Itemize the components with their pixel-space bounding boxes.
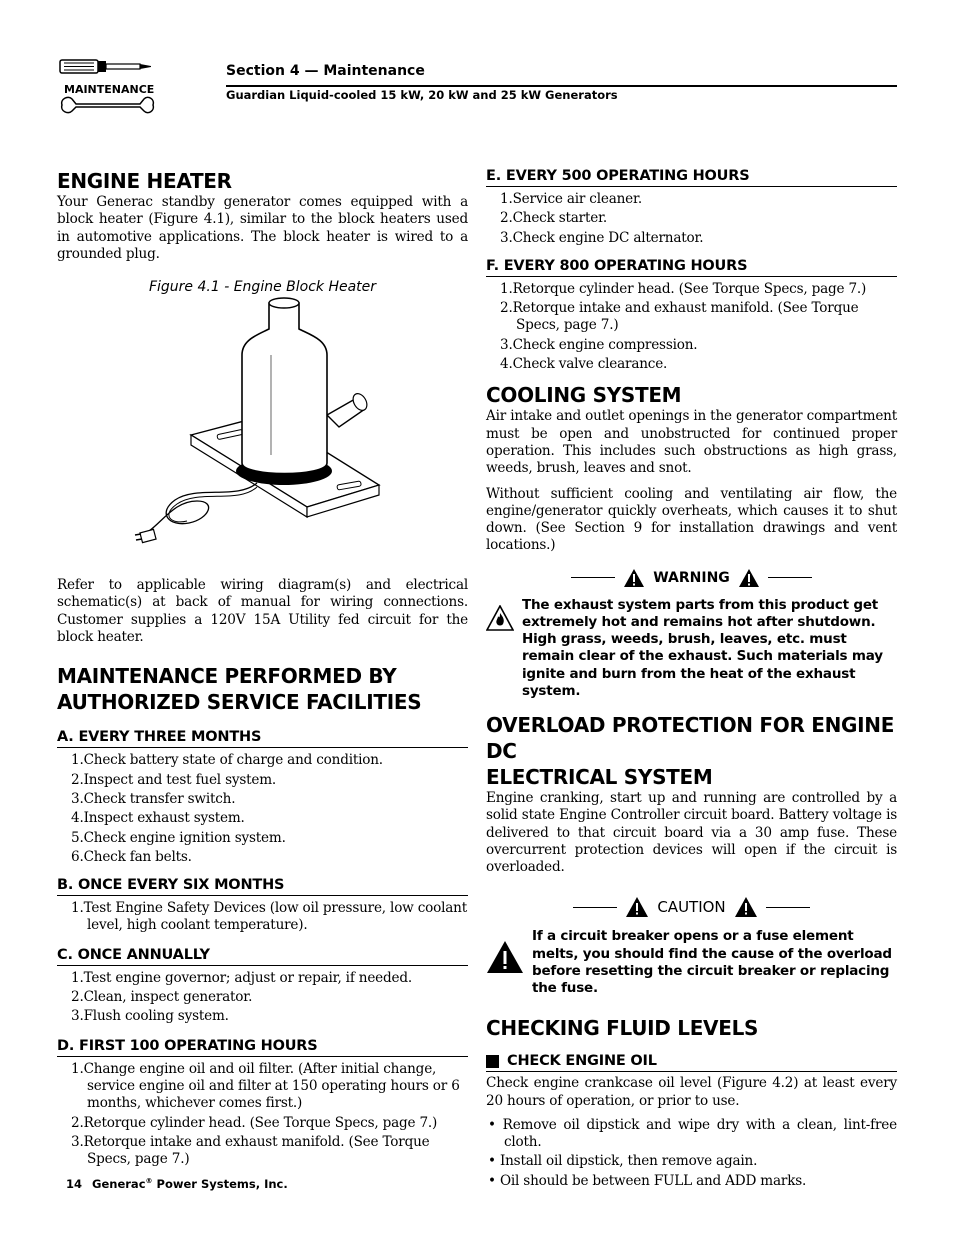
warning-label: WARNING [653,569,730,586]
right-column [486,168,897,1192]
registered-mark: ® [145,1177,153,1186]
engine-heater-intro: Your Generac standby generator comes equipped with a block heater (Figure 4.1), similar to the block heaters used in automotive applications. The block heater is wired to a grounded plug. [57,194,468,262]
list-item: 1.Check battery state of charge and condition. [71,752,383,769]
list-once-annually [57,970,468,1026]
list-item: 1.Retorque cylinder head. (See Torque Specs, page 7.) [500,280,867,297]
left-column [57,168,468,1170]
list-item: 3.Retorque intake and exhaust manifold. (See Torque Specs, page 7.) [71,1133,430,1168]
warning-triangle-icon [738,568,760,588]
maintenance-title-line2: AUTHORIZED SERVICE FACILITIES [57,690,422,715]
heading-every-three-months: A. EVERY THREE MONTHS [57,729,468,748]
check-engine-oil-heading [486,1053,897,1072]
cooling-paragraph-1: Air intake and outlet openings in the generator compartment must be open and unobstructed for continued proper operation. This includes such obstructions as high grass, weeds, brush, leaves and snot. [486,408,897,477]
list-first-100-hours [57,1061,468,1169]
list-item: 4.Check valve clearance. [500,356,668,373]
list-item: 2.Clean, inspect generator. [71,989,253,1006]
heading-first-100-hours: D. FIRST 100 OPERATING HOURS [57,1038,468,1057]
caution-triangle-icon [734,896,758,918]
list-item: 3.Check transfer switch. [71,790,236,807]
check-engine-oil-label: CHECK ENGINE OIL [507,1053,657,1070]
list-every-three-months [57,752,468,866]
list-item: 1.Test engine governor; adjust or repair, if needed. [71,969,412,986]
list-six-months [57,900,468,935]
heading-six-months: B. ONCE EVERY SIX MONTHS [57,877,468,896]
caution-label: CAUTION [657,898,726,917]
list-item: 2.Retorque cylinder head. (See Torque Specs, page 7.) [71,1114,438,1131]
footer-company: Generac [92,1177,146,1191]
warning-rule-right [768,577,812,578]
block-heater-illustration [57,295,468,557]
maintenance-logo [56,55,156,131]
header-rule [226,85,897,87]
footer-company-rest: Power Systems, Inc. [152,1177,288,1191]
wiring-paragraph: Refer to applicable wiring diagram(s) and electrical schematic(s) at back of manual for wiring connections. Customer supplies a 120V 15A Utility fed circuit for the block heater. [57,577,468,646]
heading-500-hours: E. EVERY 500 OPERATING HOURS [486,168,897,187]
warning-rule-left [571,577,615,578]
page-footer [66,1177,288,1191]
cooling-system-title: COOLING SYSTEM [486,383,682,408]
list-item: 1.Test Engine Safety Devices (low oil pressure, low coolant level, high coolant temperature). [71,900,467,934]
header-subtitle: Guardian Liquid-cooled 15 kW, 20 kW and 25 kW Generators [226,88,618,102]
engine-heater-title: ENGINE HEATER [57,169,232,193]
figure-caption: Figure 4.1 - Engine Block Heater [148,279,377,296]
square-bullet-icon [486,1055,499,1068]
cooling-paragraph-2: Without sufficient cooling and ventilating air flow, the engine/generator quickly overheats, which causes it to shut down. (See Section 9 for installation drawings and vent locations.) [486,485,897,554]
list-item: 1.Change engine oil and oil filter. (After initial change, service engine oil and filter at 150 operating hours or 6 months, whichever comes first.) [71,1060,460,1112]
engine-oil-intro: Check engine crankcase oil level (Figure 4.2) at least every 20 hours of operation, or prior to use. [486,1075,897,1109]
list-item: 5.Check engine ignition system. [71,829,286,846]
list-500-hours [486,191,897,247]
caution-body [486,928,897,997]
list-item: 2.Check starter. [500,210,608,227]
warning-triangle-icon [623,568,645,588]
caution-text: If a circuit breaker opens or a fuse element melts, you should find the cause of the overload before resetting the circuit breaker or replacing the fuse. [532,928,892,997]
list-item: 6.Check fan belts. [71,848,192,865]
caution-rule-left [573,907,617,908]
logo-label: MAINTENANCE [64,83,155,96]
list-item: 4.Inspect exhaust system. [71,810,245,827]
caution-triangle-icon [625,896,649,918]
maintenance-title-line1: MAINTENANCE PERFORMED BY [57,664,397,689]
warning-text: The exhaust system parts from this product get extremely hot and remains hot after shutdown. High grass, weeds, brush, leaves, etc. must remain clear of the exhaust. Such materials may ignite and burn from the heat of the exhaust system. [522,596,883,699]
list-item: • Install oil dipstick, then remove again. [488,1153,758,1170]
warning-block [486,565,897,700]
header-section-title: Section 4 — Maintenance [226,63,425,79]
list-item: 2.Inspect and test fuel system. [71,771,277,788]
overload-title-line1: OVERLOAD PROTECTION FOR ENGINE DC [486,712,895,763]
heading-once-annually: C. ONCE ANNUALLY [57,947,468,966]
list-item: 1.Service air cleaner. [500,191,642,207]
caution-rule-right [766,907,810,908]
list-800-hours [486,281,897,373]
list-item: 3.Flush cooling system. [71,1008,229,1025]
list-item: • Oil should be between FULL and ADD marks. [488,1172,807,1189]
caution-header [486,894,897,920]
list-item: 2.Retorque intake and exhaust manifold. (See Torque Specs, page 7.) [500,300,859,334]
hot-surface-flame-icon [486,605,514,631]
list-item: 3.Check engine DC alternator. [500,229,704,246]
overload-title-line2: ELECTRICAL SYSTEM [486,764,713,789]
overload-paragraph: Engine cranking, start up and running are controlled by a solid state Engine Controller circuit board. Battery voltage is delivered to that circuit board via a 30 amp fuse. These overcurrent protection devices will open if the circuit is overloaded. [486,789,897,876]
caution-exclamation-icon [486,940,524,974]
warning-header [486,565,897,591]
heading-800-hours: F. EVERY 800 OPERATING HOURS [486,258,897,277]
list-item: • Remove oil dipstick and wipe dry with a clean, lint-free cloth. [488,1116,897,1151]
engine-oil-bullets [486,1117,897,1190]
checking-fluid-levels-title: CHECKING FLUID LEVELS [486,1016,759,1041]
engine-block-heater-figure [57,295,468,557]
warning-body [486,597,897,700]
list-item: 3.Check engine compression. [500,336,698,353]
page-number: 14 [66,1177,83,1191]
caution-block [486,894,897,997]
